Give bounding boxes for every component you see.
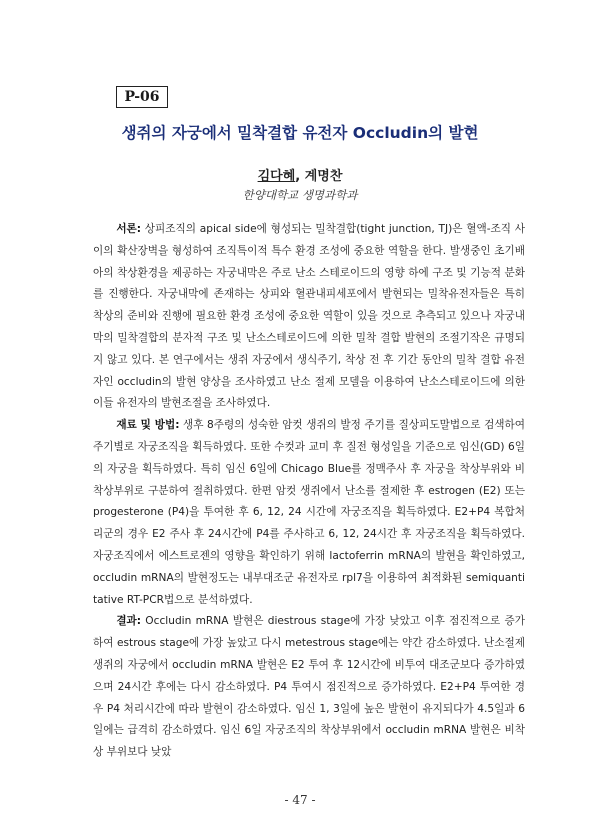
presenting-author: 김다혜 [257,169,296,184]
co-author: 계명찬 [304,169,343,184]
intro-text: 상피조직의 apical side에 형성되는 밀착결합(tight junction, TJ)은 혈액-조직 사이의 확산장벽을 형성하여 조직특이적 특수 환경 조성에 중요한 역할을 한다. 발생중인 초기배아의 착상환경을 제공하는 자궁내막은 주로 난소 스테로이드의 영향 하에 구조 및 기능적 분화를 진행한다. 자궁내막에 존재하는 상피와 혈관내피세포에서 발현되는 밀착유전자들은 특히 착상의 준비와 진행에 필요한 환경 조성에 중요한 역할이 있을 것으로 추측되고 있으나 자궁내막의 밀착결합의 분자적 구조 및 난소스테로이드에 의한 밀착 결합 발현의 조절기작은 규명되지 않고 있다. 본 연구에서는 생쥐 자궁에서 생식주기, 착상 전 후 기간 동안의 밀착 결합 유전자인 occludin의 발현 양상을 조사하였고 난소 절제 모델을 이용하여 난소스테로이드에 의한 이들 유전자의 발현조절을 조사하였다. [93,223,525,410]
abstract-code-box: P-06 [116,86,168,108]
abstract-title: 생쥐의 자궁에서 밀착결합 유전자 Occludin의 발현 [121,124,479,142]
methods-paragraph [93,415,525,611]
abstract-body [93,219,525,764]
page-number: - 47 - [284,793,316,807]
results-text: Occludin mRNA 발현은 diestrous stage에 가장 낮았고 이후 점진적으로 증가하여 estrous stage에 가장 높았고 다시 metestrous stage에는 약간 감소하였다. 난소절제 생쥐의 자궁에서 occludin mRNA 발현은 E2 투여 후 12시간에 비투여 대조군보다 증가하였으며 24시간 후에는 다시 감소하였다. P4 투여시 점진적으로 증가하였다. E2+P4 투여한 경우 P4 처리시간에 따라 발현이 감소하였다. 임신 1, 3일에 높은 발현이 유지되다가 4.5일과 6일에는 급격히 감소하였다. 임신 6일 자궁조직의 착상부위에서 occludin mRNA 발현은 비착상 부위보다 낮았 [93,615,525,759]
author-list [0,165,600,184]
affiliation: 한양대학교 생명과학과 [242,188,358,202]
methods-text: 생후 8주령의 성숙한 암컷 생쥐의 발정 주기를 질상피도말법으로 검색하여 주기별로 자궁조직을 획득하였다. 또한 수컷과 교미 후 질전 형성일을 기준으로 임신(GD) 6일의 자궁을 획득하였다. 특히 임신 6일에 Chicago Blue를 정맥주사 후 자궁을 착상부위와 비착상부위로 구분하여 절취하였다. 한편 암컷 생쥐에서 난소를 절제한 후 estrogen (E2) 또는 progesterone (P4)을 투여한 후 6, 12, 24 시간에 자궁조직을 획득하였다. E2+P4 복합처리군의 경우 E2 주사 후 24시간에 P4를 주사하고 6, 12, 24시간 후 자궁조직을 획득하였다. 자궁조직에서 에스트로젠의 영향을 확인하기 위해 lactoferrin mRNA의 발현을 확인하였고, occludin mRNA의 발현정도는 내부대조군 유전자로 rpl7을 이용하여 최적화된 semiquantitative RT-PCR법으로 분석하였다. [93,419,525,606]
methods-label: 재료 및 방법: [116,419,180,432]
intro-paragraph [93,219,525,415]
results-paragraph [93,611,525,764]
results-label: 결과: [116,615,142,628]
author-separator: , [295,169,305,184]
intro-label: 서론: [116,223,142,235]
